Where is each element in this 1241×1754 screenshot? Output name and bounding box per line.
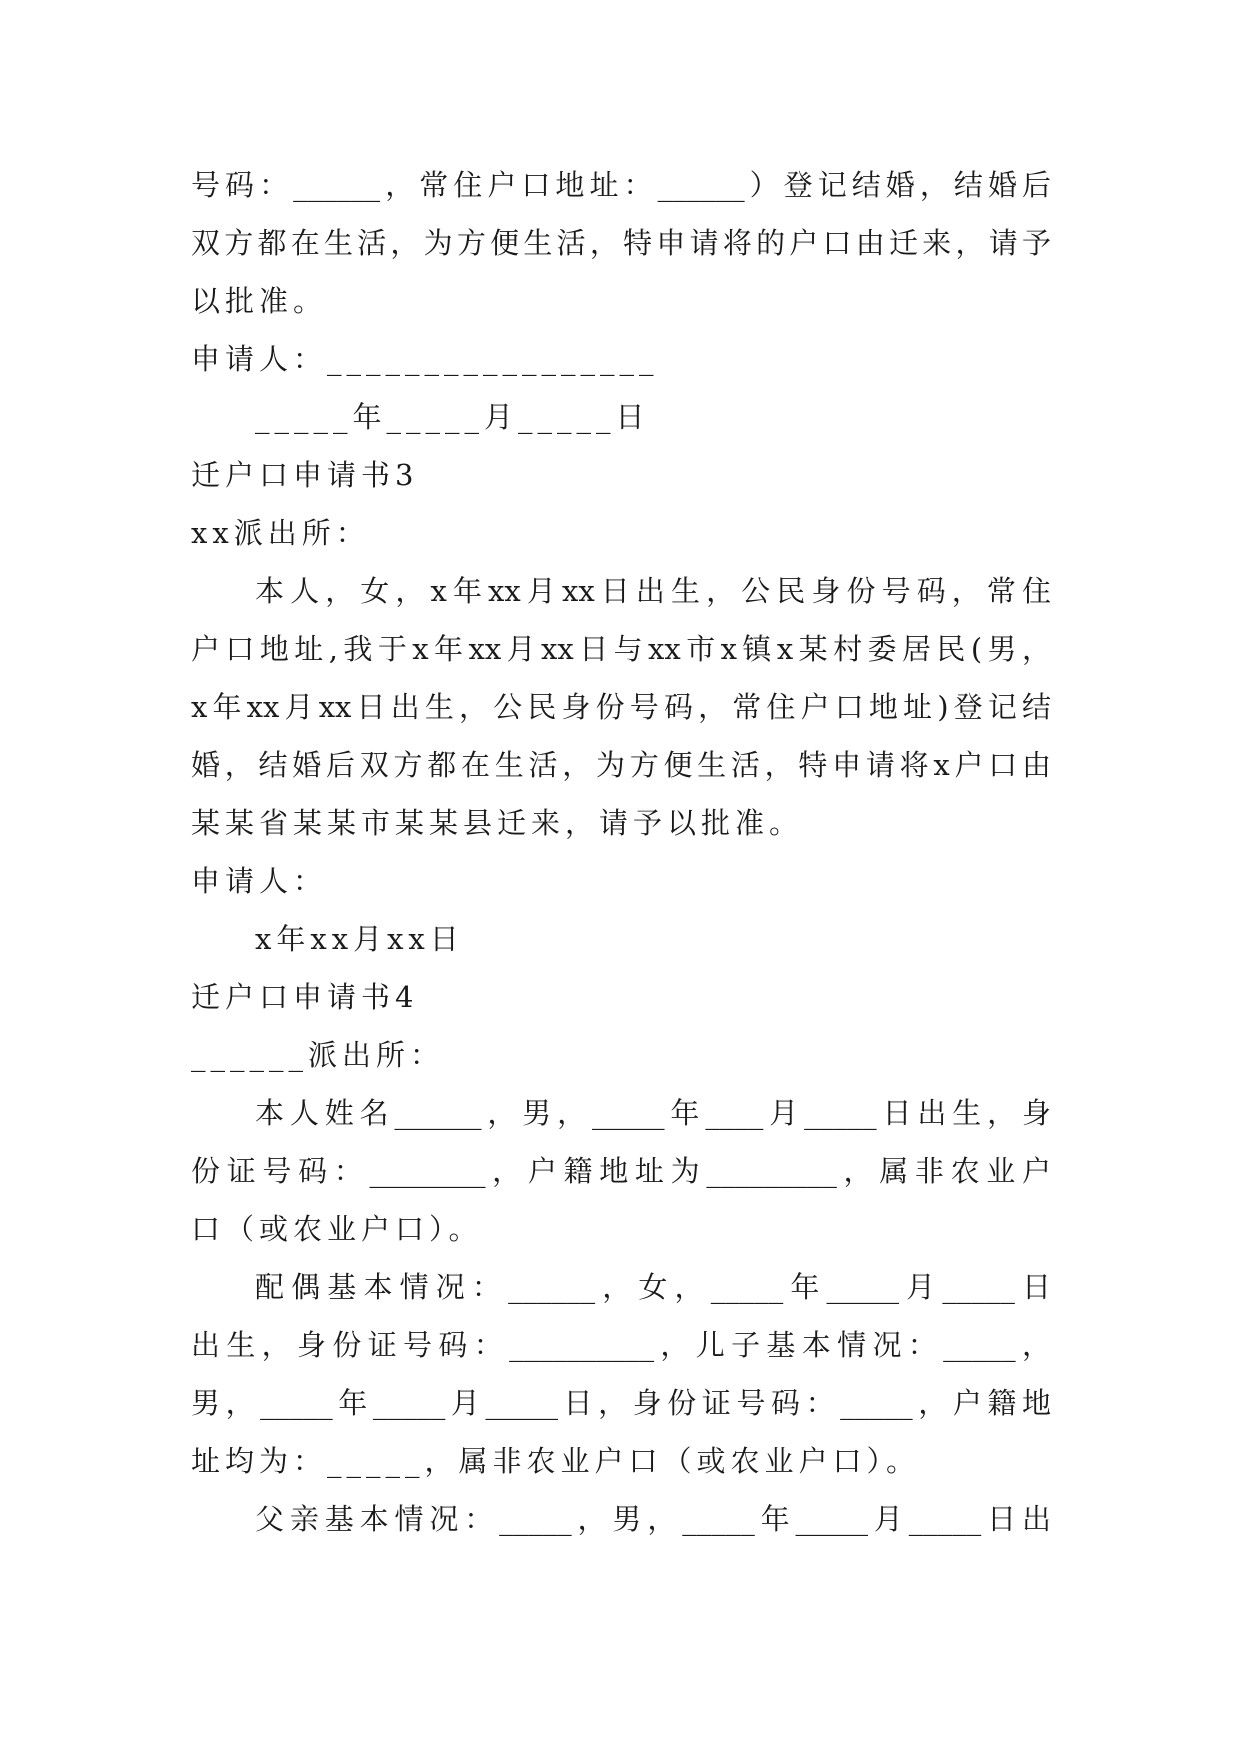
section4-para-self bbox=[191, 1084, 1051, 1258]
section4-para-spouse bbox=[191, 1258, 1051, 1490]
section4-title: 迁户口申请书4 bbox=[191, 980, 419, 1014]
section4-p2-line-3: 男，_____年_____月_____日，身份证号码：_____，户籍地 bbox=[191, 1386, 1051, 1420]
section4-para-father bbox=[191, 1490, 1051, 1548]
section3-line-3: x年xx月xx日出生，公民身份号码，常住户口地址)登记结 bbox=[191, 690, 1051, 724]
section4-p1-line-2: 份证号码：________，户籍地址为_________，属非农业户 bbox=[191, 1154, 1051, 1188]
section4-p3-line-1: 父亲基本情况：_____，男，_____年_____月_____日出 bbox=[255, 1502, 1051, 1536]
section3-line-2: 户口地址,我于x年xx月xx日与xx市x镇x某村委居民(男， bbox=[191, 632, 1051, 666]
section2-body bbox=[191, 156, 1051, 330]
section4-p1-line-3: 口（或农业户口）。 bbox=[191, 1212, 483, 1246]
section2-line-2: 双方都在生活，为方便生活，特申请将的户口由迁来，请予 bbox=[191, 226, 1051, 260]
section4-addressee: ______派出所： bbox=[191, 1038, 445, 1072]
section3-addressee: xx派出所： bbox=[191, 516, 370, 550]
section3-body bbox=[191, 562, 1051, 852]
section4-p2-line-4: 址均为：_____，属非农业户口（或农业户口）。 bbox=[191, 1444, 921, 1478]
section2-applicant: 申请人：_________________ bbox=[191, 342, 659, 376]
section3-applicant: 申请人： bbox=[191, 864, 328, 898]
document-body bbox=[191, 156, 1051, 1548]
section3-title: 迁户口申请书3 bbox=[191, 458, 419, 492]
section3-date: x年xx月xx日 bbox=[255, 922, 464, 956]
section3-line-1: 本人，女，x年xx月xx日出生，公民身份号码，常住 bbox=[255, 574, 1051, 608]
section3-line-5: 某某省某某市某某县迁来，请予以批准。 bbox=[191, 806, 804, 840]
section4-p1-line-1: 本人姓名______，男，_____年____月_____日出生，身 bbox=[255, 1096, 1051, 1130]
section2-line-1: 号码：______，常住户口地址：______）登记结婚，结婚后 bbox=[191, 168, 1051, 202]
section4-p2-line-2: 出生，身份证号码：__________，儿子基本情况：_____， bbox=[191, 1328, 1051, 1362]
section2-date: _____年_____月_____日 bbox=[255, 400, 650, 434]
section2-line-3: 以批准。 bbox=[191, 284, 328, 318]
section4-p2-line-1: 配偶基本情况：______，女，_____年_____月_____日 bbox=[255, 1270, 1051, 1304]
section3-line-4: 婚，结婚后双方都在生活，为方便生活，特申请将x户口由 bbox=[191, 748, 1051, 782]
